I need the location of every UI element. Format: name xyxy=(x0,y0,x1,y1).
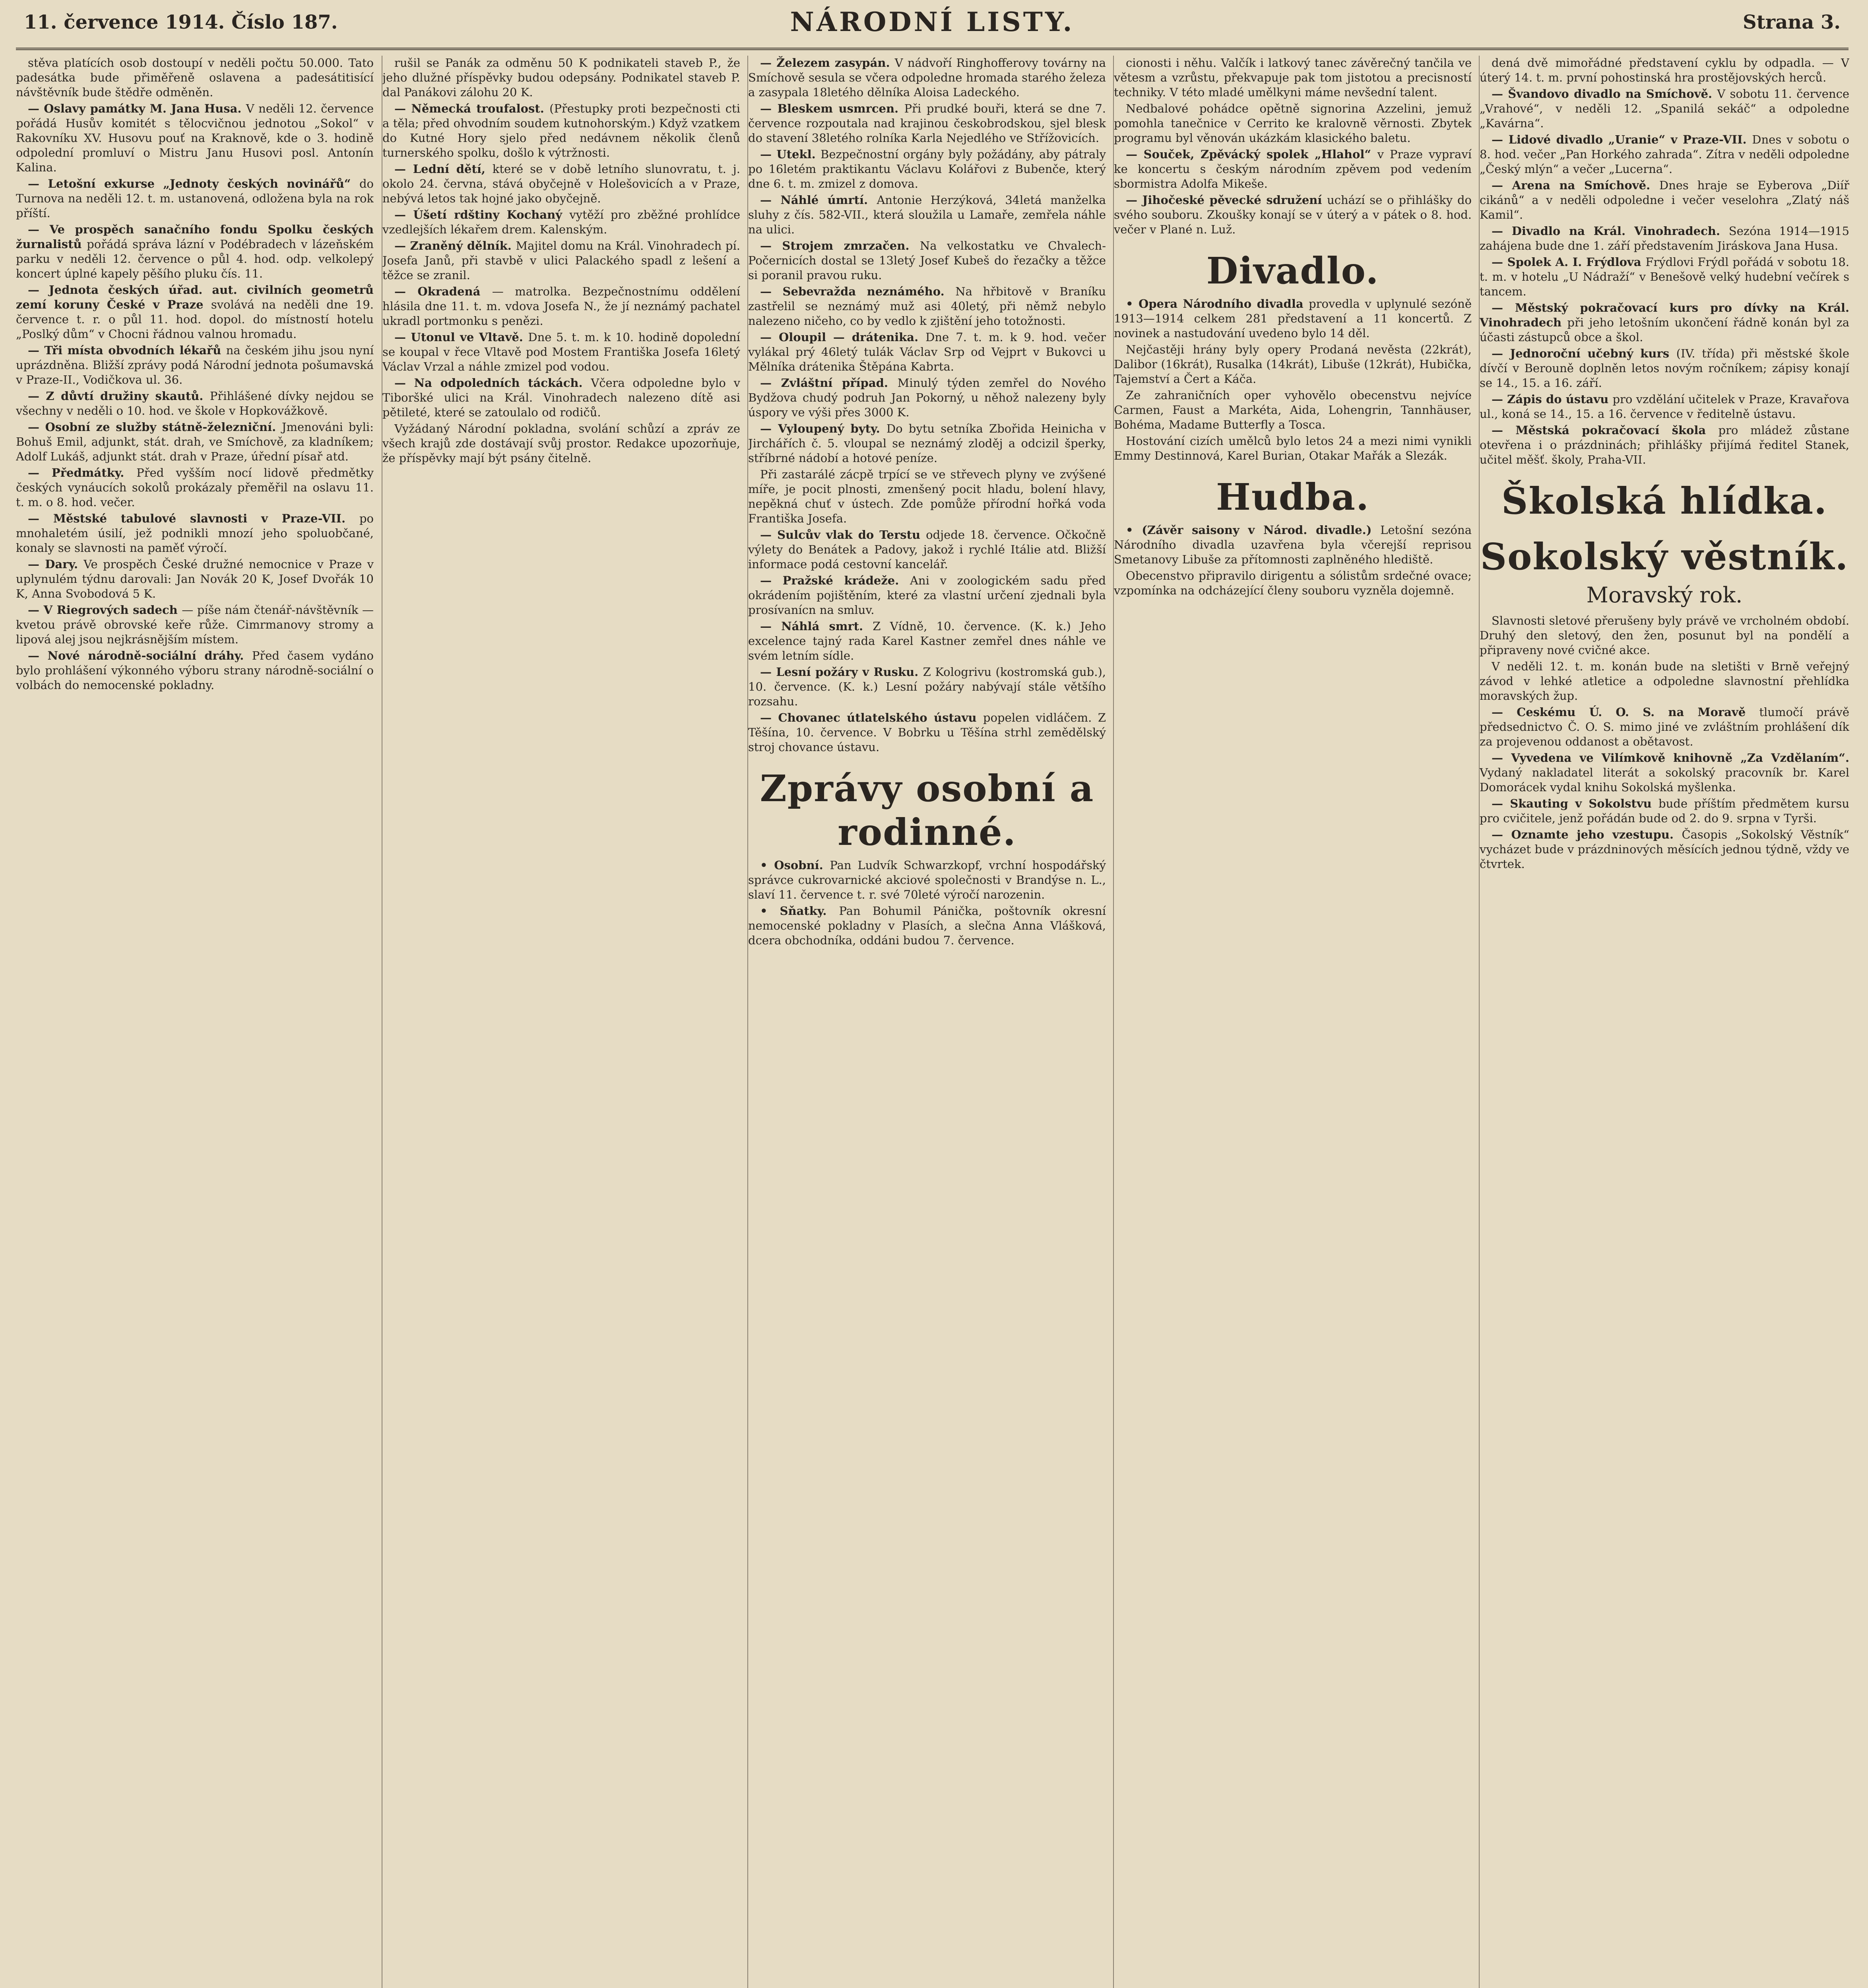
article-item xyxy=(748,573,1106,617)
article-headline: — Bleskem usmrcen. xyxy=(760,102,904,115)
article-text: Před vyšším nocí lidově předmětky českých vynáucích sokolů prokázaly přeměřil na oslavu 11. t. m. o 8. hod. večer. xyxy=(16,466,374,509)
article-item xyxy=(1480,659,1849,703)
article-headline: — Divadlo na Král. Vinohradech. xyxy=(1492,224,1729,238)
article-headline: — Osobní ze služby státně-železniční. xyxy=(28,420,282,434)
article-item xyxy=(16,343,374,387)
article-item xyxy=(1480,423,1849,467)
article-text: při jeho letošním ukončení řádně konán byl za účasti zástupců obce a škol. xyxy=(1480,316,1849,344)
article-text: Obecenstvo připravilo dirigentu a sólistům srdečné ovace; vzpomínka na odcházející členy souboru vyzněla dojemně. xyxy=(1114,569,1472,597)
article-headline: — Dary. xyxy=(28,557,84,571)
article-item xyxy=(748,330,1106,374)
article-text: Na velkostatku ve Chvalech-Počernicích dostal se 13letý Josef Kubeš do řezačky a těžce si poranil pravou ruku. xyxy=(748,239,1106,282)
article-headline: — Zraněný dělník. xyxy=(394,239,516,252)
article-text: Dne 7. t. m. k 9. hod. večer vylákal prý 46letý tulák Václav Srp od Vejprt v Bukovci u Mělníka drátenika Štěpána Kabrta. xyxy=(748,330,1106,373)
article-headline: — Zápis do ústavu xyxy=(1492,392,1613,406)
article-text: Při prudké bouři, která se dne 7. července rozpoutala nad krajinou českobrodskou, sjel blesk do stavení 38letého rolníka Karla Nejedlého ve Střížovicích. xyxy=(748,102,1106,145)
article-text: na českém jihu jsou nyní uprázdněna. Bližší zprávy podá Národní jednota pošumavská v Praze-II., Vodičkova ul. 36. xyxy=(16,344,374,386)
article-item xyxy=(748,376,1106,420)
article-text: Dnes hraje se Eyberova „Diíř cikánů“ a v neděli odpoledne i večer veselohra „Zlatý náš Kamil“. xyxy=(1480,179,1849,221)
article-headline: — Náhlé úmrtí. xyxy=(760,193,877,207)
article-item xyxy=(748,193,1106,237)
article-headline: — Městské tabulové slavnosti v Praze-VII. xyxy=(28,512,359,525)
article-item xyxy=(16,511,374,555)
article-headline: — Jednota českých úřad. aut. civilních geometrů zemí koruny České v Praze xyxy=(16,283,374,311)
article-text: Při zastarálé zácpě trpící se ve střevech plyny ve zvýšené míře, je pocit plnosti, zmenšený pocit hladu, bolení hlavy, nepěkná chuť v ústech. Zde pomůže přírodní hořká voda Františka Josefa. xyxy=(748,468,1106,525)
article-headline: — Městský pokračovací kurs pro dívky na Král. Vinohradech xyxy=(1480,301,1849,329)
article-text: Nejčastěji hrány byly opery Prodaná nevěsta (22krát), Dalibor (16krát), Rusalka (14krát), Libuše (12krát), Hubička, Tajemství a Čert a Káča. xyxy=(1114,343,1472,386)
article-item xyxy=(1480,301,1849,345)
article-headline: — Švandovo divadlo na Smíchově. xyxy=(1492,87,1717,101)
article-headline: — Lidové divadlo „Uranie“ v Praze-VII. xyxy=(1492,133,1752,146)
article-headline: — Lesní požáry v Rusku. xyxy=(760,665,923,679)
article-item xyxy=(382,101,740,160)
article-headline: — Utonul ve Vltavě. xyxy=(394,330,528,344)
article-headline: • Osobní. xyxy=(760,858,830,872)
article-text: stěva platících osob dostoupí v neděli počtu 50.000. Tato padesátka bude přiměřeně oslavena a padesátitisící návštěvník bude štědře odměněn. xyxy=(16,56,374,99)
article-text: Slavnosti sletové přerušeny byly právě ve vrcholném období. Druhý den sletový, den žen, posunut byl na pondělí a připraveny nové cvičné akce. xyxy=(1480,614,1849,657)
article-text: Letošní sezóna Národního divadla uzavřena byla včerejší reprisou Smetanovy Libuše za přítomnosti zaplněného hlediště. xyxy=(1114,523,1472,566)
article-item xyxy=(748,619,1106,663)
article-text: Minulý týden zemřel do Nového Bydžova chudý podruh Jan Pokorný, u něhož nalezeny byly úspory ve výši přes 3000 K. xyxy=(748,376,1106,419)
article-text: svolává na neděli dne 19. července t. r. o půl 11. hod. dopol. do místností hotelu „Poslký dům“ v Chocni řádnou valnou hromadu. xyxy=(16,298,374,341)
article-headline: — Vyloupený byty. xyxy=(760,422,886,435)
column-4 xyxy=(1113,56,1472,1988)
article-item xyxy=(748,101,1106,146)
page-number: Strana 3. xyxy=(1742,11,1841,33)
article-headline: — Letošní exkurse „Jednoty českých novinářů“ xyxy=(28,177,359,190)
article-text: do Turnova na neděli 12. t. m. ustanovená, odložena byla na rok příští. xyxy=(16,177,374,220)
article-headline: — Okradená xyxy=(394,285,492,298)
article-headline: — Oloupil — drátenika. xyxy=(760,330,926,344)
article-item xyxy=(748,904,1106,948)
article-text: pro mládež zůstane otevřena i o prázdninách; přihlášky přijímá ředitel Stanek, učitel měšť. školy, Praha-VII. xyxy=(1480,423,1849,466)
article-headline: — Utekl. xyxy=(760,148,821,161)
article-item xyxy=(1114,193,1472,237)
article-headline: — Arena na Smíchově. xyxy=(1492,179,1659,192)
article-headline: — Skauting v Sokolstvu xyxy=(1492,797,1659,810)
article-item xyxy=(1480,255,1849,299)
article-text: Do bytu setníka Zbořida Heinicha v Jirchářích č. 5. vloupal se neznámý zloděj a odcizil šperky, stříbrné nádobí a hotové peníze. xyxy=(748,422,1106,465)
masthead xyxy=(16,0,1849,50)
column-3 xyxy=(747,56,1106,1988)
article-item xyxy=(1480,178,1849,222)
article-item xyxy=(16,389,374,418)
article-item xyxy=(16,420,374,464)
article-item xyxy=(382,56,740,100)
article-item xyxy=(1480,392,1849,421)
article-headline: — Městská pokračovací škola xyxy=(1492,423,1719,437)
article-text: Jmenováni byli: Bohuš Emil, adjunkt, stát. drah, ve Smíchově, za kladníkem; Adolf Lukáš, adjunkt stát. drah v Praze, úřední písař atd. xyxy=(16,420,374,463)
article-text: Přihlášené dívky nejdou se všechny v neděli o 10. hod. ve škole v Hopkovážkově. xyxy=(16,389,374,417)
article-text: Dne 5. t. m. k 10. hodině dopolední se koupal v řece Vltavě pod Mostem Františka Josefa 16letý Václav Vrzal a náhle zmizel pod vodou. xyxy=(382,330,740,373)
article-text: dená dvě mimořádné představení cyklu by odpadla. — V úterý 14. t. m. první pohostinská hra prostějovských herců. xyxy=(1480,56,1849,84)
article-text: Bezpečnostní orgány byly požádány, aby pátraly po 16letém praktikantu Václavu Kolářovi z Bubenče, který dne 6. t. m. zmizel z domova. xyxy=(748,148,1106,190)
article-item xyxy=(748,665,1106,709)
section-subtitle-moravsky: Moravský rok. xyxy=(1586,582,1743,608)
issue-date: 11. července 1914. Číslo 187. xyxy=(24,11,338,33)
article-text: Antonie Herzýková, 34letá manželka sluhy z čís. 582-VII., která sloužila u Lamaře, zemřela náhle na ulici. xyxy=(748,193,1106,236)
column-1 xyxy=(16,56,374,1988)
article-item xyxy=(748,528,1106,572)
article-text: Vyžádaný Národní pokladna, svolání schůzí a zpráv ze všech krajů zde dostávají svůj prostor. Redakce upozorňuje, že příspěvky mají být psány čitelně. xyxy=(382,422,740,465)
article-item xyxy=(1114,101,1472,146)
article-item xyxy=(382,239,740,283)
article-headline: — Z důvtí družiny skautů. xyxy=(28,389,210,403)
article-text: Na hřbitově v Braníku zastřelil se neznámý muž asi 40letý, při němž nebylo nalezeno ničeho, co by vedlo k zjištění jeho totožnosti. xyxy=(748,285,1106,328)
article-item xyxy=(748,421,1106,466)
article-item xyxy=(382,376,740,420)
article-text: V neděli 12. t. m. konán bude na sletišti v Brně veřejný závod v lehké atletice a odpoledne slavnostní přehlídka moravských žup. xyxy=(1480,660,1849,703)
article-item xyxy=(1480,827,1849,872)
article-text: Ani v zoologickém sadu před okrádením pojištěním, které za vlastní určení zjednali byla prosívanícn na smluv. xyxy=(748,574,1106,617)
article-item xyxy=(382,284,740,328)
article-headline: — Oslavy památky M. Jana Husa. xyxy=(28,102,246,115)
article-headline: — Pražské krádeže. xyxy=(760,574,910,587)
article-text: rušil se Panák za odměnu 50 K podnikateli staveb P., že jeho dlužné příspěvky budou odepsány. Podnikatel staveb P. dal Panákovi zálohu 20 K. xyxy=(382,56,740,99)
article-headline: — Spolek A. I. Frýdlova xyxy=(1492,255,1646,269)
article-item xyxy=(382,421,740,466)
article-item xyxy=(1114,434,1472,463)
article-item xyxy=(1480,87,1849,131)
article-text: Pan Ludvík Schwarzkopf, vrchní hospodářský správce cukrovarnické akciové společnosti v Brandýse n. L., slaví 11. července t. r. své 70leté výročí narozenin. xyxy=(748,858,1106,901)
section-title-osobni: Zprávy osobní a rodinné. xyxy=(760,767,1094,854)
article-item xyxy=(1114,388,1472,432)
article-headline: — Tři místa obvodních lékařů xyxy=(28,344,226,357)
article-text: Sezóna 1914—1915 zahájena bude dne 1. září představením Jiráskova Jana Husa. xyxy=(1480,224,1849,252)
article-item xyxy=(748,711,1106,755)
column-2 xyxy=(382,56,740,1988)
article-item xyxy=(1480,56,1849,85)
article-item xyxy=(16,177,374,221)
article-headline: — V Riegrových sadech xyxy=(28,603,182,617)
article-headline: — Železem zasypán. xyxy=(760,56,895,70)
article-text: pro vzdělání učitelek v Praze, Kravařova ul., koná se 14., 15. a 16. července v ředitelně ústavu. xyxy=(1480,392,1849,421)
article-item xyxy=(748,858,1106,902)
article-text: Před časem vydáno bylo prohlášení výkonného výboru strany národně-sociální o volbách do nemocenské pokladny. xyxy=(16,649,374,692)
article-headline: • Opera Národního divadla xyxy=(1126,297,1309,311)
section-title-hudba: Hudba. xyxy=(1216,476,1370,518)
article-item xyxy=(16,603,374,647)
article-item xyxy=(1114,297,1472,341)
article-item xyxy=(382,330,740,374)
article-item xyxy=(748,239,1106,283)
article-item xyxy=(1114,147,1472,191)
article-item xyxy=(16,466,374,510)
section-title-skolska: Školská hlídka. xyxy=(1501,480,1828,522)
article-item xyxy=(748,147,1106,191)
article-headline: • Sňatky. xyxy=(760,904,839,918)
article-text: popelen vidláčem. Z Těšína, 10. července. V Bobrku u Těšína strhl zemědělský stroj chovance ústavu. xyxy=(748,711,1106,754)
article-text: Včera odpoledne bylo v Tiboršké ulici na Král. Vinohradech nalezeno dítě asi pětileté, které se zatoulalo od rodičů. xyxy=(382,376,740,419)
article-item xyxy=(1114,56,1472,100)
article-item xyxy=(1480,224,1849,253)
article-text: vytěží pro zběžné prohlídce vzedlejších lékařem drem. Kalenským. xyxy=(382,208,740,236)
article-headline: — Zvláštní případ. xyxy=(760,376,898,390)
article-headline: • (Závěr saisony v Národ. divadle.) xyxy=(1126,523,1381,537)
section-title-divadlo: Divadlo. xyxy=(1206,249,1379,292)
article-text: Ze zahraničních oper vyhovělo obecenstvu nejvíce Carmen, Faust a Markéta, Aida, Lohengrin, Tannhäuser, Bohéma, Madame Butterfly a Tosca. xyxy=(1114,388,1472,431)
article-headline: — Lední dětí, xyxy=(394,162,493,176)
article-item xyxy=(1480,751,1849,795)
article-item xyxy=(1114,342,1472,386)
article-text: po mnohaletém úsilí, jež podnikli mnozí jeho spoluobčané, konaly se slavnosti na paměť výročí. xyxy=(16,512,374,555)
article-headline: — Oznamte jeho vzestupu. xyxy=(1492,828,1682,841)
article-item xyxy=(16,648,374,693)
article-headline: — Sulcův vlak do Terstu xyxy=(760,528,926,542)
article-text: provedla v uplynulé sezóně 1913—1914 celkem 281 představení a 11 koncertů. Z novinek a nastudování uvedeno bylo 14 děl. xyxy=(1114,297,1472,340)
article-item xyxy=(748,284,1106,328)
article-headline: — Německá troufalost. xyxy=(394,102,550,115)
article-headline: — Ve prospěch sanačního fondu Spolku českých žurnalistů xyxy=(16,223,374,251)
article-headline: — Sebevražda neznámého. xyxy=(760,285,956,298)
article-item xyxy=(16,283,374,342)
article-item xyxy=(748,467,1106,526)
article-headline: — Náhlá smrt. xyxy=(760,619,873,633)
article-text: — píše nám čtenář-návštěvník — kvetou právě obrovské keře růže. Cimrmanovy stromy a lipová alej jsou nejkrásnějším místem. xyxy=(16,603,374,646)
article-headline: — Nové národně-sociální dráhy. xyxy=(28,649,252,662)
article-item xyxy=(16,56,374,100)
article-item xyxy=(1480,705,1849,749)
article-text: Z Vídně, 10. července. (K. k.) Jeho excelence tajný rada Karel Kastner zemřel dnes náhle ve svém letním sídle. xyxy=(748,619,1106,662)
article-text: Nedbalové pohádce opětně signorina Azzelini, jemuž pomohla tanečnice v Cerrito ke kralovně věrnosti. Zbytek programu byl věnován ukázkám klasického baletu. xyxy=(1114,102,1472,145)
article-text: Z Kologrivu (kostromská gub.), 10. července. (K. k.) Lesní požáry nabývají stále většího rozsahu. xyxy=(748,665,1106,708)
article-item xyxy=(1480,796,1849,826)
newspaper-title: NÁRODNÍ LISTY. xyxy=(790,6,1075,37)
article-text: bude příštím předmětem kursu pro cvičitele, jenž pořádán bude od 2. do 9. srpna v Tyrši. xyxy=(1480,797,1849,825)
article-headline: — Úšetí rdštiny Kochaný xyxy=(394,208,570,221)
article-item xyxy=(1480,132,1849,177)
article-text: odjede 18. července. Očkočně výlety do Benátek a Padovy, jakož i rychlé Itálie atd. Bližší informace podá cestovní kancelář. xyxy=(748,528,1106,571)
article-item xyxy=(382,162,740,206)
article-text: cionosti i něhu. Valčík i latkový tanec závěrečný tančila ve větesm a vzrůstu, překvapuje pak tom jistotou a precisností techniky. V této mladé umělkyni máme nevšední talent. xyxy=(1114,56,1472,99)
article-item xyxy=(16,101,374,175)
article-headline: — Strojem zmrzačen. xyxy=(760,239,920,252)
article-headline: — Jihočeské pěvecké sdružení xyxy=(1126,193,1327,207)
article-headline: — Vyvedena ve Vilímkově knihovně „Za Vzdělaním“. xyxy=(1492,751,1849,765)
article-text: Ve prospěch České družné nemocnice v Praze v uplynulém týdnu darovali: Jan Novák 20 K, Josef Dvořák 10 K, Anna Svobodová 5 K. xyxy=(16,557,374,600)
article-text: které se v době letního slunovratu, t. j. okolo 24. června, stává obyčejně v Holešovicích a v Praze, nebývá letos tak hojné jako obyčejně. xyxy=(382,162,740,205)
article-item xyxy=(1114,523,1472,567)
article-text: (Přestupky proti bezpečnosti cti a těla; před ohvodním soudem kutnohorským.) Když vzatkem do Kutné Hory sjelo před nedávnem několik členů turnerského spolku, došlo k výtržnosti. xyxy=(382,102,740,159)
article-text: v Praze vypraví ke koncertu s českým národním zpěvem pod vedením sbormistra Adolfa Mikeše. xyxy=(1114,148,1472,190)
article-item xyxy=(16,557,374,601)
article-item xyxy=(1480,613,1849,658)
article-headline: — Na odpoledních táckách. xyxy=(394,376,591,390)
article-text: Frýdlovi Frýdl pořádá v sobotu 18. t. m. v hotelu „U Nádraží“ v Benešově velký hudební večírek s tancem. xyxy=(1480,255,1849,298)
section-title-sokolsky: Sokolský věstník. xyxy=(1480,535,1849,578)
article-headline: — Souček, Zpěvácký spolek „Hlahol“ xyxy=(1126,148,1377,161)
column-5 xyxy=(1479,56,1849,1988)
article-text: Pan Bohumil Pánička, poštovník okresní nemocenské pokladny v Plasích, a slečna Anna Vlášková, dcera obchodníka, oddáni budou 7. července. xyxy=(748,904,1106,947)
article-text: Vydaný nakladatel literát a sokolský pracovník br. Karel Domorácek vydal knihu Sokolská myšlenka. xyxy=(1480,766,1849,794)
article-headline: — Ceskému Ú. O. S. na Moravě xyxy=(1492,705,1759,719)
article-item xyxy=(16,222,374,281)
article-item xyxy=(382,208,740,237)
article-text: — matrolka. Bezpečnostnímu oddělení hlásila dne 11. t. m. vdova Josefa N., že jí neznámý pachatel ukradl portmonku s penězi. xyxy=(382,285,740,328)
article-text: V sobotu 11. července „Vrahové“, v neděli 12. „Spanilá sekáč“ a odpoledne „Kavárna“. xyxy=(1480,87,1849,130)
article-text: uchází se o přihlášky do svého souboru. Zkoušky konají se v úterý a v pátek o 8. hod. večer v Plané n. Luž. xyxy=(1114,193,1472,236)
article-headline: — Předmátky. xyxy=(28,466,137,480)
article-item xyxy=(1114,569,1472,598)
article-text: Dnes v sobotu o 8. hod. večer „Pan Horkého zahrada“. Zítra v neděli odpoledne „Český mlýn“ a večer „Lucerna“. xyxy=(1480,133,1849,176)
article-text: V nádvoří Ringhofferovy továrny na Smíchově sesula se včera odpoledne hromada starého železa a zasypala 18letého dělníka Aloisa Ladeckého. xyxy=(748,56,1106,99)
article-columns xyxy=(16,56,1849,1988)
article-text: pořádá správa lázní v Podébradech v lázeňském parku v neděli 12. července o půl 4. hod. odp. velkolepý koncert úplné kapely pěšího pluku čís. 11. xyxy=(16,237,374,280)
article-headline: — Chovanec útlatelského ústavu xyxy=(760,711,983,724)
article-text: (IV. třída) při městské škole dívčí v Berouně doplněn letos novým ročníkem; zápisy konají se 14., 15. a 16. září. xyxy=(1480,347,1849,390)
article-item xyxy=(748,56,1106,100)
article-item xyxy=(1480,346,1849,390)
article-text: V neděli 12. července pořádá Husův komitét s tělocvičnou jednotou „Sokol“ v Rakovníku XV. Husovu pouť na Kraknově, kde o 3. hodině odpolední promluví o Mistru Janu Husovi posl. Antonín Kalina. xyxy=(16,102,374,174)
article-text: Hostování cizích umělců bylo letos 24 a mezi nimi vynikli Emmy Destinnová, Karel Burian, Otakar Mařák a Slezák. xyxy=(1114,434,1472,462)
article-text: Majitel domu na Král. Vinohradech pí. Josefa Janů, při stavbě v ulici Palackého spadl z lešení a těžce se zranil. xyxy=(382,239,740,282)
article-text: tlumočí právě předsednictvo Č. O. S. mimo jiné ve zvláštním prohlášení dík za projevenou oddanost a obětavost. xyxy=(1480,705,1849,748)
article-text: Časopis „Sokolský Věstník“ vycházet bude v prázdninových měsících jednou týdně, vždy ve čtvrtek. xyxy=(1480,828,1849,871)
article-headline: — Jednoroční učebný kurs xyxy=(1492,347,1676,360)
